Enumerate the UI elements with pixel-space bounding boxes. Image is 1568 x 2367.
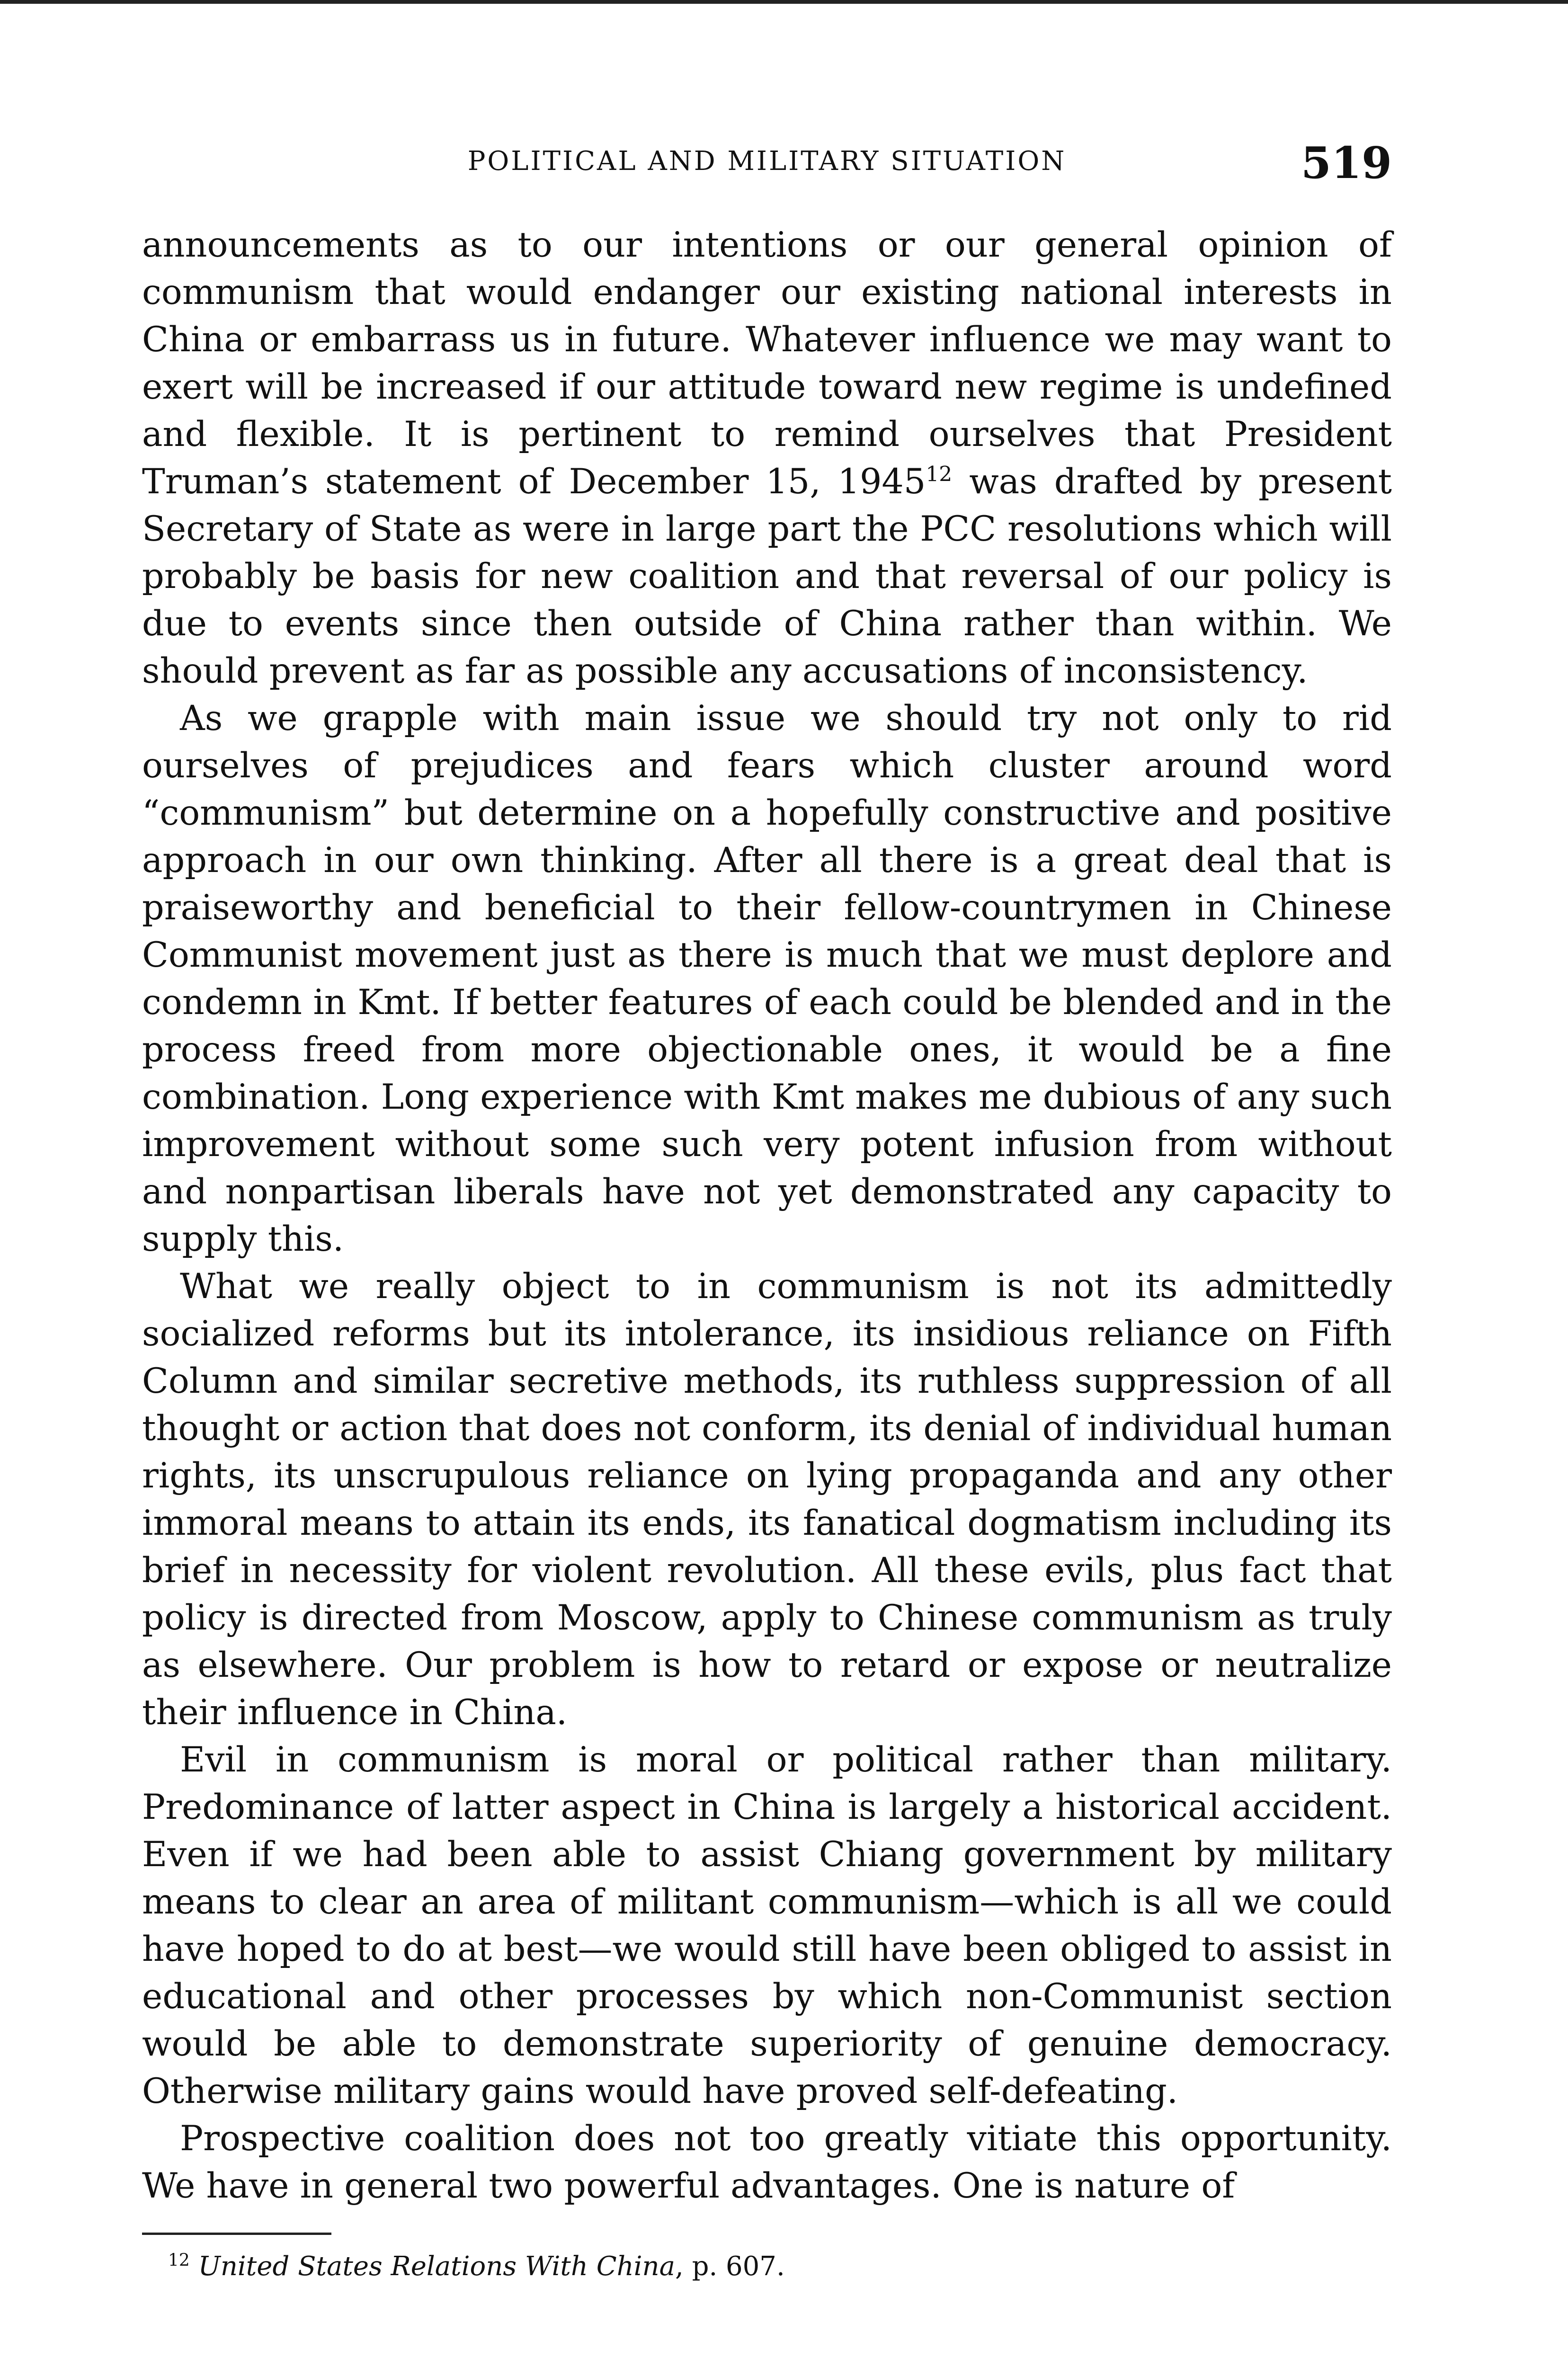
footnote-source-page: , p. 607. bbox=[675, 2251, 785, 2282]
paragraph-1-text-a: announcements as to our intentions or our general opinion of communism that would endanger our existing national interests in China or embarrass us in future. Whatever influence we may want to exert will be increased if our attitude toward new regime is undefined and flexible. It is pertinent to remind ourselves that President Truman’s statement of December 15, 1945 bbox=[142, 225, 1392, 502]
running-title: POLITICAL AND MILITARY SITUATION bbox=[467, 146, 1067, 177]
paragraph-1-text-b: was drafted by present Secretary of State as were in large part the PCC resolutions which will probably be basis for new coalition and that reversal of our policy is due to events since then outside of China rather than within. We should prevent as far as possible any accusations of inconsistency. bbox=[142, 462, 1392, 691]
paragraph-3: What we really object to in communism is not its admittedly socialized reforms but its intolerance, its insidious reliance on Fifth Column and similar secretive methods, its ruthless suppression of all thought or action that does not conform, its denial of individual human rights, its unscrupulous reliance on lying propaganda and any other immoral means to attain its ends, its fanatical dogmatism including its brief in necessity for violent revolution. All these evils, plus fact that policy is directed from Moscow, apply to Chinese communism as truly as elsewhere. Our problem is how to retard or expose or neutralize their influence in China. bbox=[142, 1266, 1392, 1733]
page-number: 519 bbox=[1301, 137, 1392, 188]
paragraph-1 bbox=[142, 222, 1392, 695]
top-edge-rule bbox=[0, 0, 1568, 4]
paragraph-4: Evil in communism is moral or political rather than military. Predominance of latter aspect in China is largely a historical accident. Even if we had been able to assist Chiang government by military means to clear an area of militant communism—which is all we could have hoped to do at best—we would still have been obliged to assist in educational and other processes by which non-Communist section would be able to demonstrate superiority of genuine democracy. Otherwise military gains would have proved self-defeating. bbox=[142, 1740, 1392, 2111]
paragraph-5: Prospective coalition does not too greatly vitiate this opportunity. We have in general two powerful advantages. One is nature of bbox=[142, 2118, 1392, 2206]
footnote-rule bbox=[142, 2233, 331, 2235]
body-text bbox=[142, 222, 1392, 2210]
footnote-reference: 12 bbox=[926, 462, 953, 487]
paragraph-2: As we grapple with main issue we should try not only to rid ourselves of prejudices and fears which cluster around word “communism” but determine on a hopefully constructive and positive approach in our own thinking. After all there is a great deal that is praiseworthy and beneficial to their fellow-countrymen in Chinese Communist movement just as there is much that we must deplore and condemn in Kmt. If better features of each could be blended and in the process freed from more objectionable ones, it would be a fine combination. Long experience with Kmt makes me dubious of any such improvement without some such very potent infusion from without and nonpartisan liberals have not yet demonstrated any capacity to supply this. bbox=[142, 698, 1392, 1259]
footnote-source-title: United States Relations With China bbox=[198, 2251, 675, 2282]
footnote-mark: 12 bbox=[168, 2251, 190, 2270]
footnote bbox=[168, 2248, 785, 2286]
running-header bbox=[142, 137, 1392, 194]
